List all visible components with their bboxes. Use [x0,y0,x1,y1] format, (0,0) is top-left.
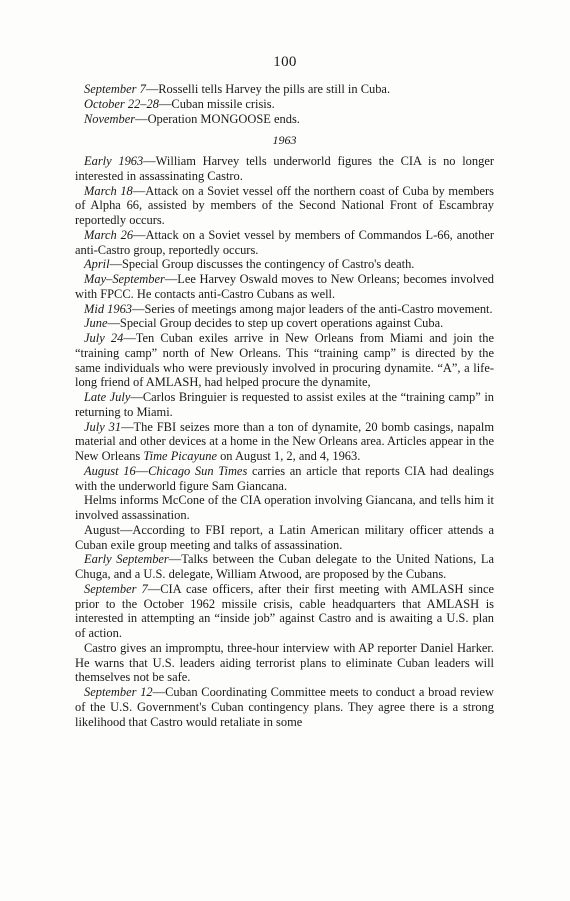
entry-date: June [84,316,108,331]
entry-text: CIA case officers, after their first meeting with AMLASH since prior to the October 1962 missile crisis, cable headquarters that AMLASH is interested in attempting an “inside job” against Castro and is awaiting a U.S. plan of action. [75,581,494,640]
entry-date: September 7 [84,82,146,96]
entry-1962-nov: November—Operation MONGOOSE ends. [84,111,300,126]
entry-july-24: July 24—Ten Cuban exiles arrive in New Orleans from Miami and join the “training camp” north of New Orleans. This “training camp” is directed by the same individuals who were previously involved in procuring dynamite. “A”, a life-long friend of AMLASH, had helped procure the dynamite, [75,331,494,390]
page-number: 100 [273,54,297,70]
entry-text: Attack on a Soviet vessel off the northern coast of Cuba by members of Alpha 66, assisted by members of the Second National Front of Escambray reportedly occurs. [75,183,494,227]
entry-text: The FBI seizes more than a ton of dynamite, 20 bomb casings, napalm material and other devices at a home in the New Orleans area. Articles appear in the New Orleans [75,419,494,463]
entry-april: April—Special Group discusses the contingency of Castro's death. [84,257,415,272]
entry-text: Lee Harvey Oswald moves to New Orleans; becomes involved with FPCC. He contacts anti-Castro Cubans as well. [75,272,494,301]
entry-date: May–September [84,272,165,286]
entry-august-16: August 16—Chicago Sun Times carries an article that reports CIA had dealings with the underworld figure Sam Giancana. [75,463,494,493]
entry-date: November [84,111,136,126]
entry-text: According to FBI report, a Latin American military officer attends a Cuban exile group meeting and talks of assassination. [75,522,494,552]
entry-september-7: September 7—CIA case officers, after their first meeting with AMLASH since prior to the October 1962 missile crisis, cable headquarters that AMLASH is interested in attempting an “inside job” against Castro and is awaiting a U.S. plan of action. [75,581,494,640]
entry-castro-interview [75,641,494,685]
entry-date: Mid 1963 [84,301,133,316]
entry-date: October 22–28 [84,96,159,111]
entry-early-1963: Early 1963—William Harvey tells underworld figures the CIA is no longer interested in assassinating Castro. [75,154,494,183]
entry-text: carries an article that reports CIA had dealings with the underworld figure Sam Giancana. [75,463,494,493]
entry-march-26: March 26—Attack on a Soviet vessel by members of Commandos L-66, another anti-Castro group, reportedly occurs. [75,227,495,257]
entry-text-continued: on August 1, 2, and 4, 1963. [216,449,361,463]
entry-text: Special Group discusses the contingency of Castro's death. [122,257,415,272]
entry-may-september: May–September—Lee Harvey Oswald moves to New Orleans; becomes involved with FPCC. He contacts anti-Castro Cubans as well. [75,272,494,301]
entry-date: September 7 [84,581,148,596]
entry-date: September 12 [84,685,153,699]
entry-date: Late July [84,390,131,404]
entry-text: Operation MONGOOSE ends. [147,111,300,126]
entry-helms-mccone [75,493,494,523]
entry-text: Cuban missile crisis. [171,96,275,111]
entry-text: Helms informs McCone of the CIA operation involving Giancana, and tells him it involved assassination. [75,493,494,522]
entry-text: Attack on a Soviet vessel by members of Commandos L-66, another anti-Castro group, reportedly occurs. [75,227,495,257]
entry-date: March 26 [84,227,134,242]
entry-text: Ten Cuban exiles arrive in New Orleans from Miami and join the “training camp” north of New Orleans. This “training camp” is directed by the same individuals who were previously involved in procuring dynamite. “A”, a life-long friend of AMLASH, had helped procure the dynamite, [75,331,494,390]
entry-text: Castro gives an impromptu, three-hour interview with AP reporter Daniel Harker. He warns that U.S. leaders aiding terrorist plans to eliminate Cuban leaders will themselves not be safe. [75,640,494,685]
entry-late-july: Late July—Carlos Bringuier is requested to assist exiles at the “training camp” in returning to Miami. [75,390,495,419]
entry-august: August—According to FBI report, a Latin American military officer attends a Cuban exile group meeting and talks of assassination. [75,522,494,552]
entry-date: July 31 [84,419,122,434]
entry-text: Special Group decides to step up covert operations against Cuba. [119,316,444,331]
entry-text: Series of meetings among major leaders of the anti-Castro movement. [144,301,493,316]
entry-date: July 24 [84,331,124,345]
entry-text: William Harvey tells underworld figures the CIA is no longer interested in assassinating Castro. [75,154,494,183]
entry-date: August 16 [84,463,136,478]
entry-1962-sep-7: September 7—Rosselli tells Harvey the pills are still in Cuba. [84,82,391,96]
entry-1962-oct: October 22–28—Cuban missile crisis. [84,96,275,111]
chronology-text [75,82,494,729]
entry-march-18: March 18—Attack on a Soviet vessel off the northern coast of Cuba by members of Alpha 66, assisted by members of the Second National Front of Escambray reportedly occurs. [75,183,494,227]
entry-date: Early September [84,552,169,567]
entry-mid-1963: Mid 1963—Series of meetings among major leaders of the anti-Castro movement. [84,301,493,316]
entry-date: March 18 [84,183,133,198]
year-heading: 1963 [272,133,297,148]
entry-text: Rosselli tells Harvey the pills are still in Cuba. [158,82,391,96]
entry-date: Early 1963 [84,154,144,168]
entry-text: Talks between the Cuban delegate to the United Nations, La Chuga, and a U.S. delegate, William Atwood, are proposed by the Cubans. [75,552,494,581]
entry-date: April [84,257,110,272]
newspaper-title: Chicago Sun Times [148,463,248,478]
entry-label: August [84,522,120,537]
entry-text: Carlos Bringuier is requested to assist exiles at the “training camp” in returning to Miami. [75,390,495,419]
entry-july-31: July 31—The FBI seizes more than a ton of dynamite, 20 bomb casings, napalm material and other devices at a home in the New Orleans area. Articles appear in the New Orleans Time Picayune on August 1, 2, and 4, 1963. [75,419,494,463]
entry-early-september: Early September—Talks between the Cuban delegate to the United Nations, La Chuga, and a U.S. delegate, William Atwood, are proposed by the Cubans. [75,552,494,581]
entry-text: Cuban Coordinating Committee meets to conduct a broad review of the U.S. Government's Cuban contingency plans. They agree there is a strong likelihood that Castro would retaliate in some [75,685,494,729]
entry-september-12: September 12—Cuban Coordinating Committee meets to conduct a broad review of the U.S. Government's Cuban contingency plans. They agree there is a strong likelihood that Castro would retaliate in some [75,685,494,729]
entry-june: June—Special Group decides to step up covert operations against Cuba. [84,316,444,331]
newspaper-title: Time Picayune [143,449,217,463]
